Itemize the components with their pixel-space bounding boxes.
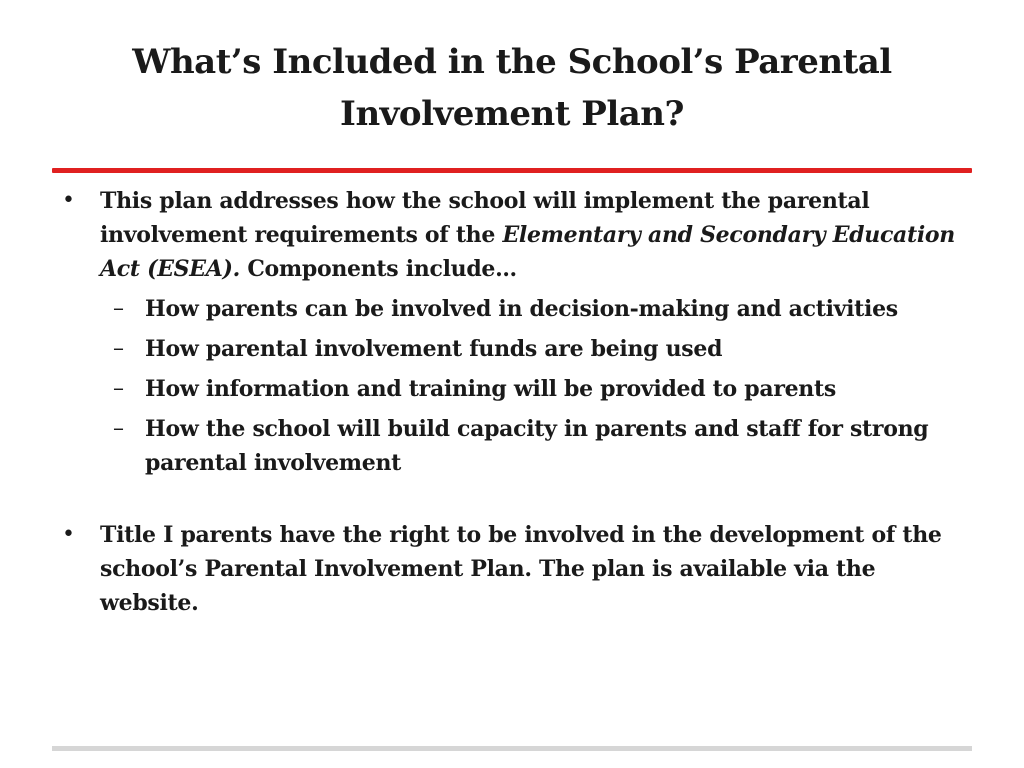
bullet-text-after: Components include… <box>239 256 517 282</box>
dash-icon: – <box>113 416 124 441</box>
dash-icon: – <box>113 376 124 401</box>
title-line-1: What’s Included in the School’s Parental <box>132 42 892 82</box>
footer-divider <box>52 746 972 751</box>
sub-item-text: How parents can be involved in decision-making and activities <box>145 296 898 322</box>
bullet-icon: • <box>62 522 75 547</box>
sub-item-decision-making <box>60 292 960 326</box>
bullet-text-italic: Elementary and Secondary Education Act (ESEA). <box>100 222 955 282</box>
dash-icon: – <box>113 296 124 321</box>
sub-item-funds <box>60 332 960 366</box>
bullet-plan-overview <box>60 184 960 286</box>
slide-title <box>60 36 964 140</box>
slide-body <box>60 184 960 620</box>
dash-icon: – <box>113 336 124 361</box>
sub-item-text: How parental involvement funds are being used <box>145 336 723 362</box>
bullet-text: Title I parents have the right to be involved in the development of the school’s Parental Involvement Plan. The plan is available via the website. <box>100 522 942 616</box>
title-line-2: Involvement Plan? <box>340 94 684 134</box>
title-divider <box>52 168 972 173</box>
sub-item-text: How the school will build capacity in parents and staff for strong parental involvement <box>145 416 929 476</box>
bullet-icon: • <box>62 188 75 213</box>
sub-item-training <box>60 372 960 406</box>
sub-item-capacity <box>60 412 960 480</box>
sub-item-text: How information and training will be provided to parents <box>145 376 836 402</box>
bullet-title-i-rights <box>60 518 960 620</box>
bullet-text-before: This plan addresses how the school will implement the parental involvement requirements of the <box>100 188 870 248</box>
